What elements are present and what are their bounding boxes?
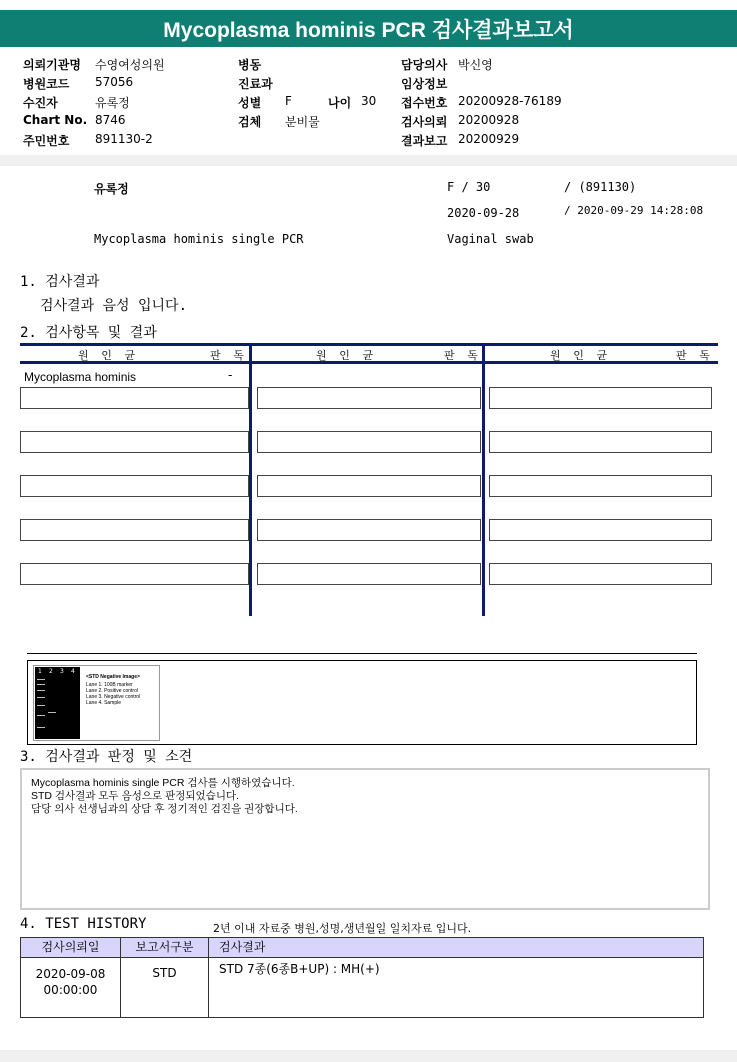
hospital-code-label: 병원코드: [23, 77, 70, 91]
footer-separator: [0, 1050, 737, 1062]
section2-title: 2. 검사항목 및 결과: [20, 325, 157, 341]
col1-judgement-header: 판 독: [210, 349, 247, 362]
marker-band: [37, 690, 45, 691]
receipt-no-value: 20200928-76189: [458, 94, 562, 108]
result-box: [257, 387, 481, 409]
summary-report-datetime: / 2020-09-29 14:28:08: [564, 204, 704, 217]
history-header-type: 보고서구분: [120, 937, 209, 958]
summary-sex-age: F / 30: [447, 180, 491, 194]
result-box: [489, 519, 712, 541]
result-table: [20, 343, 718, 616]
header-col1: [23, 56, 165, 151]
gel-caption-line: Lane 1. 100B marker: [86, 682, 133, 688]
report-title: Mycoplasma hominis PCR 검사결과보고서: [0, 10, 737, 47]
section4-note: 2년 이내 자료중 병원,성명,생년월일 일치자료 입니다.: [213, 922, 472, 935]
summary-name: 유록정: [94, 182, 129, 196]
request-date-value: 20200928: [458, 113, 520, 127]
summary-birth: / (891130): [564, 180, 637, 194]
col1-organism-header: 원 인 균: [78, 349, 139, 362]
table-col-divider-1: [249, 343, 252, 616]
result-box: [489, 431, 712, 453]
table-col-divider-2: [482, 343, 485, 616]
age-value: 30: [361, 94, 377, 108]
gel-caption-line: Lane 3. Negative control: [86, 694, 141, 700]
result-box: [489, 387, 712, 409]
request-date-label: 검사의뢰: [401, 115, 448, 129]
marker-band: [37, 705, 45, 706]
lane-number: 1: [38, 668, 42, 675]
opinion-line: 담당 의사 선생님과의 상담 후 정기적인 검진을 권장합니다.: [31, 803, 298, 815]
result-box: [20, 519, 249, 541]
section1-text: 검사결과 음성 입니다.: [40, 298, 188, 314]
section3-title: 3. 검사결과 판정 및 소견: [20, 749, 193, 765]
report-date-label: 결과보고: [401, 134, 448, 148]
history-header-result: 검사결과: [208, 937, 704, 958]
hospital-label: 의뢰기관명: [23, 58, 81, 72]
section1-title: 1. 검사결과: [20, 274, 100, 290]
dept-label: 진료과: [238, 77, 273, 91]
table-top-rule: [20, 343, 718, 346]
summary-specimen: Vaginal swab: [447, 232, 534, 246]
history-row-result: STD 7종(6종B+UP) : MH(+): [208, 957, 704, 1018]
result-box: [20, 563, 249, 585]
ward-label: 병동: [238, 58, 262, 72]
sex-value: F: [285, 94, 292, 108]
col2-organism-header: 원 인 균: [316, 349, 377, 362]
lane-number: 2: [49, 668, 53, 675]
col3-organism-header: 원 인 균: [550, 349, 611, 362]
gel-caption-title: <STD Negative Image>: [86, 674, 140, 680]
marker-band: [37, 684, 45, 685]
specimen-label: 검체: [238, 115, 262, 129]
lane-number: 3: [60, 668, 64, 675]
col2-judgement-header: 판 독: [444, 349, 481, 362]
doctor-label: 담당의사: [401, 58, 448, 72]
gel-caption-line: Lane 2. Positive control: [86, 688, 138, 694]
header-col3: [401, 56, 562, 151]
marker-band: [37, 679, 45, 680]
opinion-box: [20, 768, 710, 910]
history-time: 00:00:00: [43, 983, 98, 997]
result-box: [489, 475, 712, 497]
marker-band: [37, 727, 45, 728]
result-box: [20, 475, 249, 497]
section4-title: 4. TEST HISTORY: [20, 916, 147, 932]
gel-image: [33, 665, 160, 741]
history-table: [20, 937, 704, 1018]
clinical-info-label: 임상정보: [401, 77, 448, 91]
history-row-date: [20, 957, 121, 1018]
age-label: 나이: [328, 96, 352, 110]
header-col2: [238, 56, 388, 132]
summary-test-name: Mycoplasma hominis single PCR: [94, 232, 304, 246]
gel-top-rule: [27, 653, 697, 654]
history-date: 2020-09-08: [35, 967, 106, 981]
positive-band: [48, 712, 56, 713]
chart-no-label: Chart No.: [23, 113, 88, 127]
opinion-line: Mycoplasma hominis single PCR 검사를 시행하였습니다.: [31, 777, 295, 789]
chart-no-value: 8746: [95, 113, 126, 127]
specimen-value: 분비물: [285, 115, 320, 129]
report-date-value: 20200929: [458, 132, 520, 146]
doctor-value: 박신영: [458, 58, 493, 72]
patient-label: 수진자: [23, 96, 58, 110]
marker-band: [37, 697, 45, 698]
hospital-code-value: 57056: [95, 75, 134, 89]
opinion-line: STD 검사결과 모두 음성으로 판정되었습니다.: [31, 790, 240, 802]
marker-band: [37, 715, 45, 716]
gel-caption: [86, 674, 140, 706]
result-box: [489, 563, 712, 585]
sex-label: 성별: [238, 96, 262, 110]
result-judgement: -: [228, 368, 233, 382]
patient-value: 유록정: [95, 96, 130, 110]
hospital-value: 수영여성의원: [95, 58, 165, 72]
gel-lanes: [35, 667, 80, 739]
result-box: [20, 431, 249, 453]
history-header-date: 검사의뢰일: [20, 937, 121, 958]
lane-number: 4: [71, 668, 75, 675]
receipt-no-label: 접수번호: [401, 96, 448, 110]
result-box: [257, 475, 481, 497]
result-box: [257, 519, 481, 541]
col3-judgement-header: 판 독: [676, 349, 713, 362]
resident-no-label: 주민번호: [23, 134, 70, 148]
header-separator: [0, 155, 737, 166]
gel-caption-line: Lane 4. Sample: [86, 700, 122, 706]
resident-no-value: 891130-2: [95, 132, 153, 146]
result-box: [257, 431, 481, 453]
summary-request-date: 2020-09-28: [447, 206, 520, 220]
result-organism: Mycoplasma hominis: [24, 370, 137, 384]
result-box: [257, 563, 481, 585]
result-box: [20, 387, 249, 409]
history-row-type: STD: [120, 957, 209, 1018]
gel-image-frame: [27, 660, 697, 745]
